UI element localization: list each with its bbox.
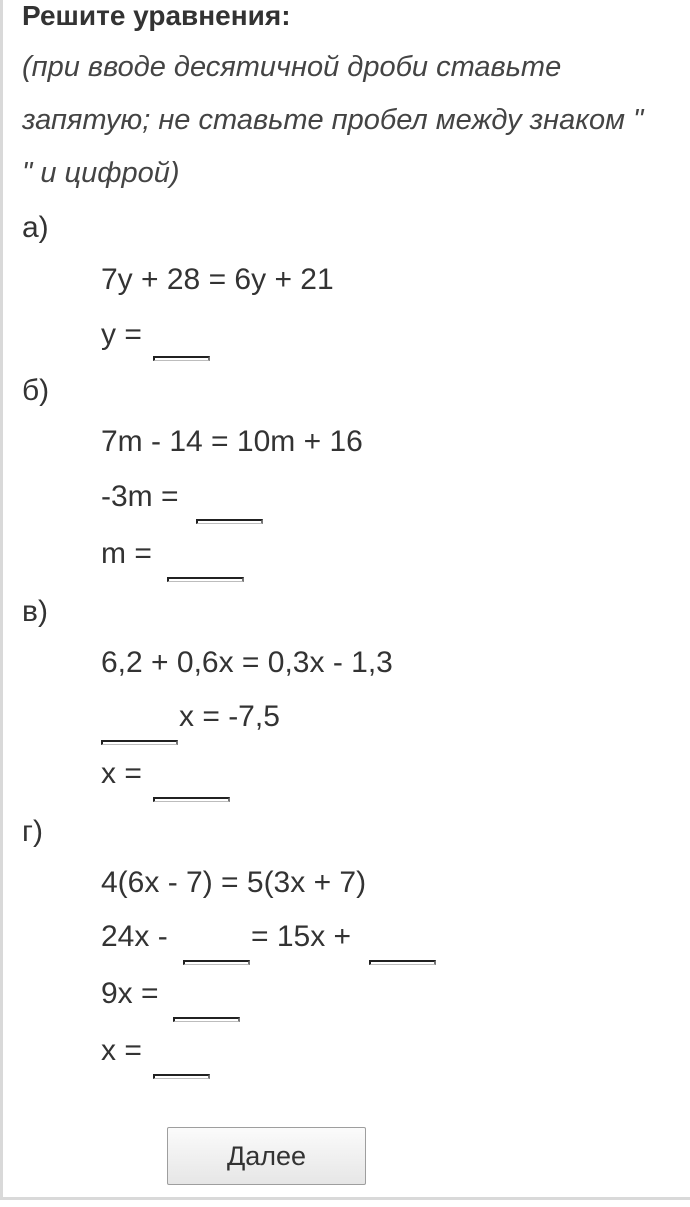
problem-c-label: в) [22, 595, 48, 628]
problem-d-equation: 4(6x - 7) = 5(3x + 7) [101, 866, 367, 899]
problem-c-answer-prefix: x = [101, 757, 142, 790]
hint-line-2: запятую; не ставьте пробел между знаком " [22, 104, 644, 136]
problem-b-equation: 7m - 14 = 10m + 16 [101, 425, 363, 458]
problem-b-answer-input[interactable] [167, 577, 244, 582]
problem-d-step2-input[interactable] [173, 1017, 240, 1022]
problem-d-step-middle: = 15x + [251, 920, 352, 953]
problem-a-label: а) [22, 211, 49, 244]
problem-d-answer-prefix: x = [101, 1034, 142, 1067]
problem-c-answer-input[interactable] [153, 797, 230, 802]
problem-a-answer-input[interactable] [153, 356, 210, 361]
problem-b-step-prefix: -3m = [101, 480, 179, 513]
problem-b-label: б) [22, 374, 50, 407]
problem-d-label: г) [22, 815, 43, 848]
problem-c-step-input[interactable] [101, 740, 178, 745]
problem-d-step2-prefix: 9x = [101, 977, 159, 1010]
problem-d-step-prefix: 24x - [101, 920, 168, 953]
problem-d-answer-input[interactable] [153, 1074, 210, 1079]
hint-line-3: " и цифрой) [22, 157, 180, 189]
problem-c-equation: 6,2 + 0,6x = 0,3x - 1,3 [101, 646, 393, 679]
problem-a-equation: 7y + 28 = 6y + 21 [101, 263, 334, 296]
hint-line-1: (при вводе десятичной дроби ставьте [22, 51, 562, 83]
problem-d-step-input-1[interactable] [183, 960, 250, 965]
problem-a-answer-prefix: y = [101, 318, 142, 351]
problem-b-step-input[interactable] [196, 519, 263, 524]
next-button[interactable]: Далее [167, 1127, 366, 1185]
problem-c-step-suffix: x = -7,5 [179, 700, 280, 733]
exercise-title: Решите уравнения: [22, 0, 291, 31]
problem-d-step-input-2[interactable] [369, 960, 436, 965]
problem-b-answer-prefix: m = [101, 537, 152, 570]
